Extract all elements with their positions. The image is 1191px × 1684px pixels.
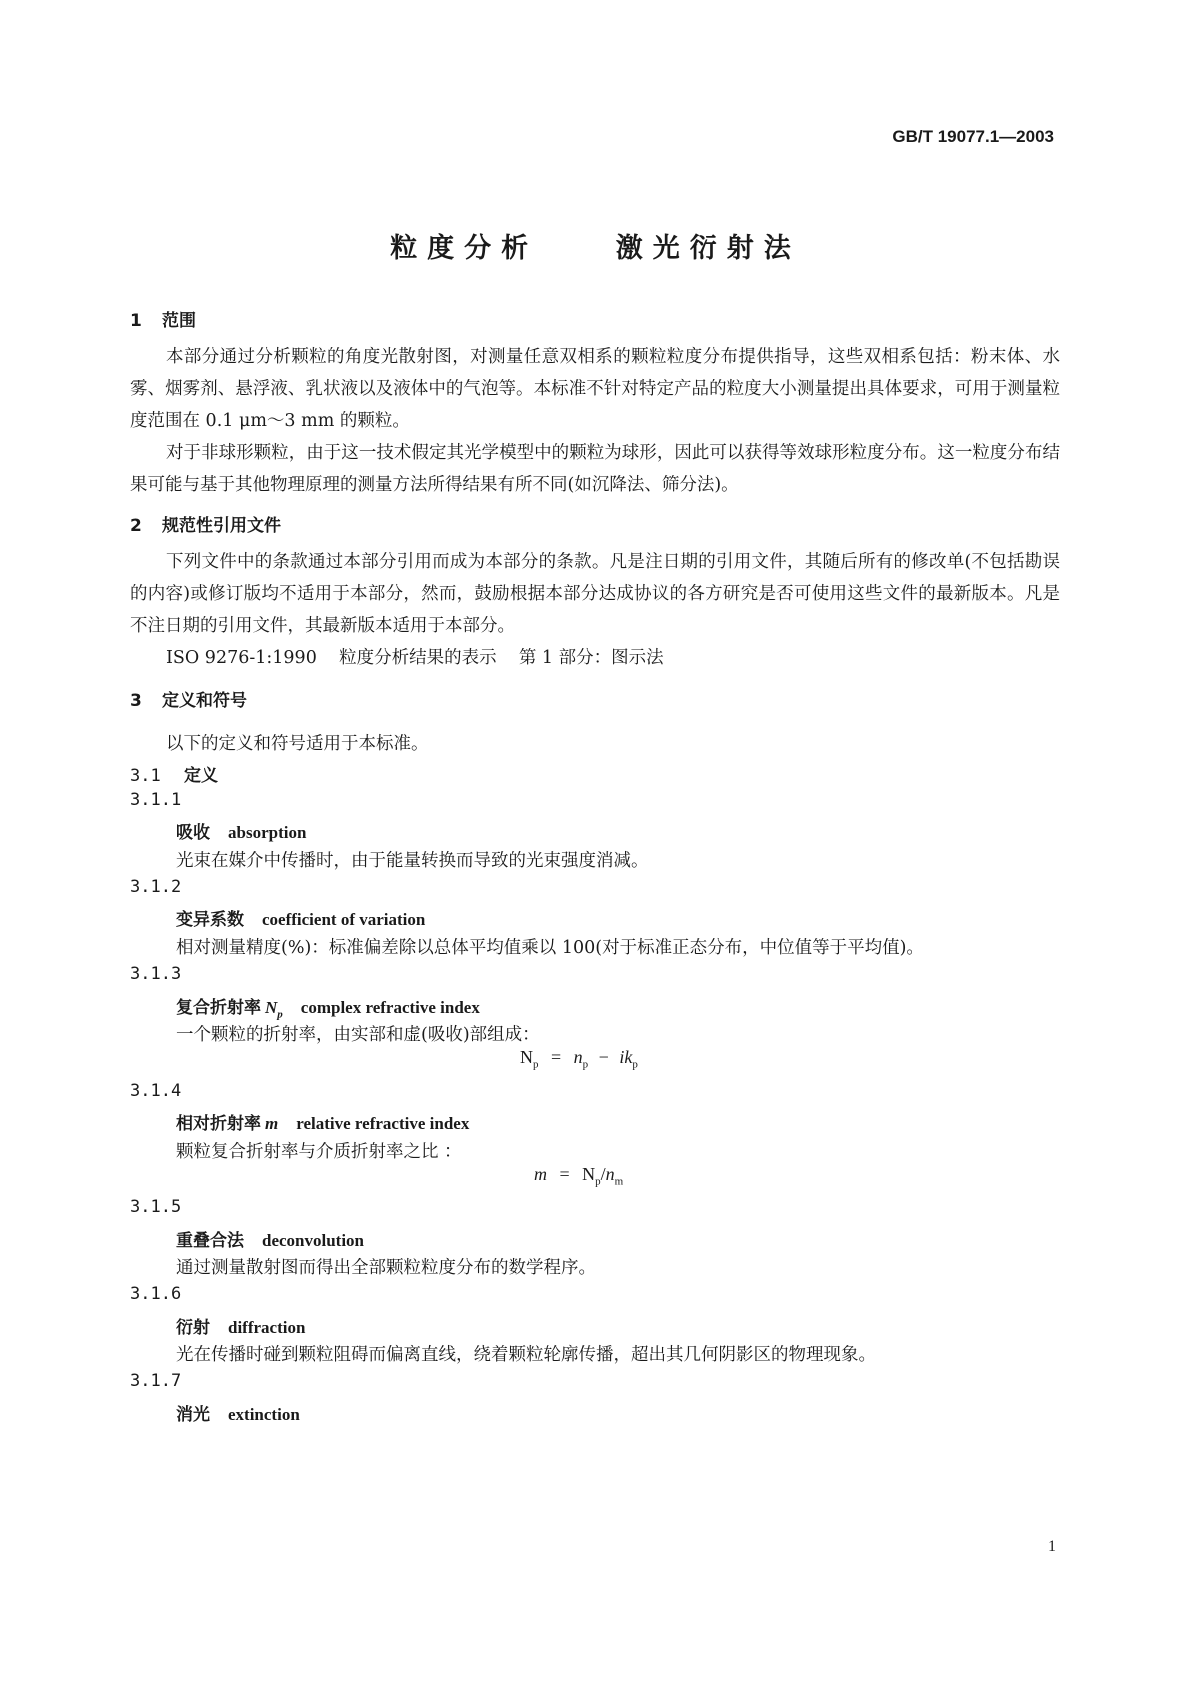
clause-number: 3.1.3 [130,964,182,984]
section-number: 1 [130,311,142,331]
section-heading-3 [130,686,247,711]
clause-number: 3.1.7 [130,1371,182,1391]
paragraph: 对于非球形颗粒，由于这一技术假定其光学模型中的颗粒为球形，因此可以获得等效球形粒度分布。这一粒度分布结果可能与基于其他物理原理的测量方法所得结果有所不同(如沉降法、筛分法)。 [130,443,1060,495]
section-title: 定义和符号 [162,691,247,711]
term-en: diffraction [228,1318,306,1337]
standard-number: GB/T 19077.1—2003 [892,127,1054,146]
term [176,1313,305,1338]
normative-reference: ISO 9276-1:1990 粒度分析结果的表示 第 1 部分：图示法 [166,648,664,668]
term-en: coefficient of variation [262,910,426,929]
term-zh: 重叠合法 [176,1231,244,1251]
term-zh: 衍射 [176,1318,210,1338]
paragraph: 本部分通过分析颗粒的角度光散射图，对测量任意双相系的颗粒粒度分布提供指导，这些双相系包括：粉末体、水雾、烟雾剂、悬浮液、乳状液以及液体中的气泡等。本标准不针对特定产品的粒度大小测量提出具体要求，可用于测量粒度范围在 0.1 μm～3 mm 的颗粒。 [130,347,1060,431]
paragraph: 下列文件中的条款通过本部分引用而成为本部分的条款。凡是注日期的引用文件，其随后所有的修改单(不包括勘误的内容)或修订版均不适用于本部分，然而，鼓励根据本部分达成协议的各方研究是否可使用这些文件的最新版本。凡是不注日期的引用文件，其最新版本适用于本部分。 [130,552,1060,636]
term-en: deconvolution [262,1231,365,1250]
term-en: relative refractive index [296,1114,470,1133]
formula-complex-refractive-index: $N_p = n_p - ik_p$ [520,1047,638,1071]
term-zh: 变异系数 [176,910,244,930]
term [176,818,306,843]
clause-number: 3.1.4 [130,1081,182,1101]
page-number: 1 [1048,1538,1056,1555]
term [176,1109,469,1134]
subsection-number: 3.1 [130,766,161,786]
page-title: 粒度分析 激光衍射法 [390,233,801,264]
term-definition: 光束在媒介中传播时，由于能量转换而导致的光束强度消减。 [176,851,649,871]
section-number: 3 [130,691,142,711]
term-en: complex refractive index [300,998,480,1017]
term-zh: 相对折射率 [176,1114,261,1134]
section-1-body [130,341,1060,501]
term-symbol: $N_p$ [265,998,283,1021]
term-definition: 颗粒复合折射率与介质折射率之比 ： [176,1142,462,1162]
term-en: absorption [228,823,307,842]
clause-number: 3.1.5 [130,1197,182,1217]
formula-relative-refractive-index: $m = N_p/n_m$ [534,1164,624,1188]
term-zh: 吸收 [176,823,210,843]
term-zh: 消光 [176,1405,210,1425]
section-number: 2 [130,516,142,536]
term [176,1226,364,1251]
term-definition: 相对测量精度(%)：标准偏差除以总体平均值乘以 100(对于标准正态分布，中位值等于平均值)。 [176,938,924,958]
term [176,905,425,930]
section-heading-1 [130,306,196,331]
section-2-body [130,546,1060,642]
subsection-title: 定义 [184,766,218,786]
term-definition: 一个颗粒的折射率，由实部和虚(吸收)部组成： [176,1025,540,1045]
term-symbol: m [265,1114,279,1133]
clause-number: 3.1.6 [130,1284,182,1304]
term-definition: 光在传播时碰到颗粒阻碍而偏离直线，绕着颗粒轮廓传播，超出其几何阴影区的物理现象。 [176,1345,876,1365]
clause-number: 3.1.2 [130,877,182,897]
section-title: 规范性引用文件 [162,516,281,536]
subsection-heading-3-1 [130,761,218,786]
section-title: 范围 [162,311,196,331]
term-en: extinction [228,1405,300,1424]
term-zh: 复合折射率 [176,998,261,1018]
clause-number: 3.1.1 [130,790,182,810]
section-3-intro: 以下的定义和符号适用于本标准。 [166,734,429,754]
term-definition: 通过测量散射图而得出全部颗粒粒度分布的数学程序。 [176,1258,596,1278]
section-heading-2 [130,511,281,536]
term [176,1400,300,1425]
term [176,993,480,1020]
